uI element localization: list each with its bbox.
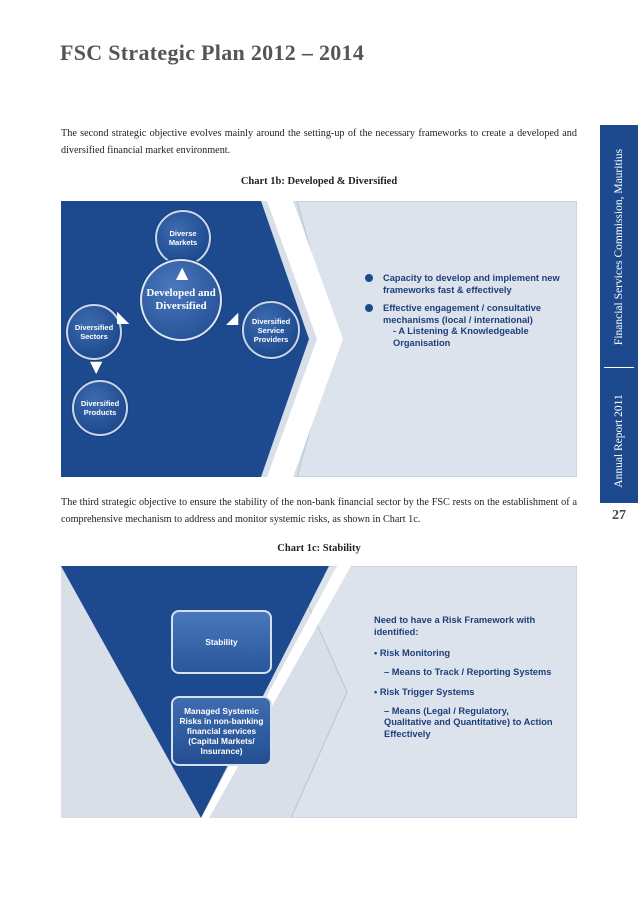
chart-1c bbox=[61, 566, 577, 818]
stability-box: Stability bbox=[171, 610, 272, 674]
risk-framework-heading: Need to have a Risk Framework with identified: bbox=[374, 615, 536, 637]
bullet-dot-icon bbox=[365, 274, 373, 282]
sub-bullet-reporting: – Means to Track / Reporting Systems bbox=[384, 666, 552, 677]
arrow-up-icon: ▲ bbox=[176, 263, 189, 282]
bullet-dot-icon bbox=[365, 304, 373, 312]
arrow-left-down-icon: ◣ bbox=[117, 307, 130, 326]
chart-1b-title: Chart 1b: Developed & Diversified bbox=[240, 176, 398, 187]
node-diverse-markets: Diverse Markets bbox=[155, 210, 211, 266]
arrow-right-down-icon: ◢ bbox=[226, 308, 239, 327]
node-diversified-products: Diversified Products bbox=[72, 380, 128, 436]
node-developed-diversified: Developed and Diversified bbox=[140, 259, 222, 341]
bullet-item: Capacity to develop and implement new frameworks fast & effectively bbox=[363, 273, 563, 296]
chart-1c-bullets bbox=[374, 615, 554, 749]
chart-1b bbox=[61, 201, 577, 477]
side-org-label: Financial Services Commission, Mauritius bbox=[613, 148, 625, 346]
chart-1c-title: Chart 1c: Stability bbox=[277, 543, 361, 554]
sub-bullet-means: – Means (Legal / Regulatory, Qualitative and Quantitative) to Action Effectively bbox=[384, 705, 553, 739]
sub-bullet: - A Listening & Knowledgeable Organisation bbox=[393, 326, 529, 348]
paragraph-objective-three: The third strategic objective to ensure the stability of the non-bank financial sector by the FSC rests on the establishment of a comprehensive mechanism to address and monitor systemic risks, as shown in Chart 1c. bbox=[61, 497, 577, 525]
bullet-item: Effective engagement / consultative mechanisms (local / international) - A Listening & Knowledgeable Organisation bbox=[363, 303, 563, 349]
arrow-down-icon: ▼ bbox=[90, 357, 103, 376]
managed-risks-box: Managed Systemic Risks in non-banking financial services (Capital Markets/ Insurance) bbox=[171, 696, 272, 766]
bullet-risk-monitoring: • Risk Monitoring bbox=[374, 648, 451, 658]
bullet-risk-trigger: • Risk Trigger Systems bbox=[374, 687, 475, 697]
page-title: FSC Strategic Plan 2012 – 2014 bbox=[60, 40, 365, 65]
node-diversified-sectors: Diversified Sectors bbox=[66, 304, 122, 360]
side-divider bbox=[604, 367, 634, 368]
side-report-label: Annual Report 2011 bbox=[613, 394, 625, 488]
page-number: 27 bbox=[612, 508, 626, 523]
node-diversified-providers: Diversified Service Providers bbox=[242, 301, 300, 359]
paragraph-objective-two: The second strategic objective evolves mainly around the setting-up of the necessary frameworks to create a developed and diversified financial market environment. bbox=[61, 128, 577, 156]
chart-1b-bullets bbox=[363, 273, 563, 356]
